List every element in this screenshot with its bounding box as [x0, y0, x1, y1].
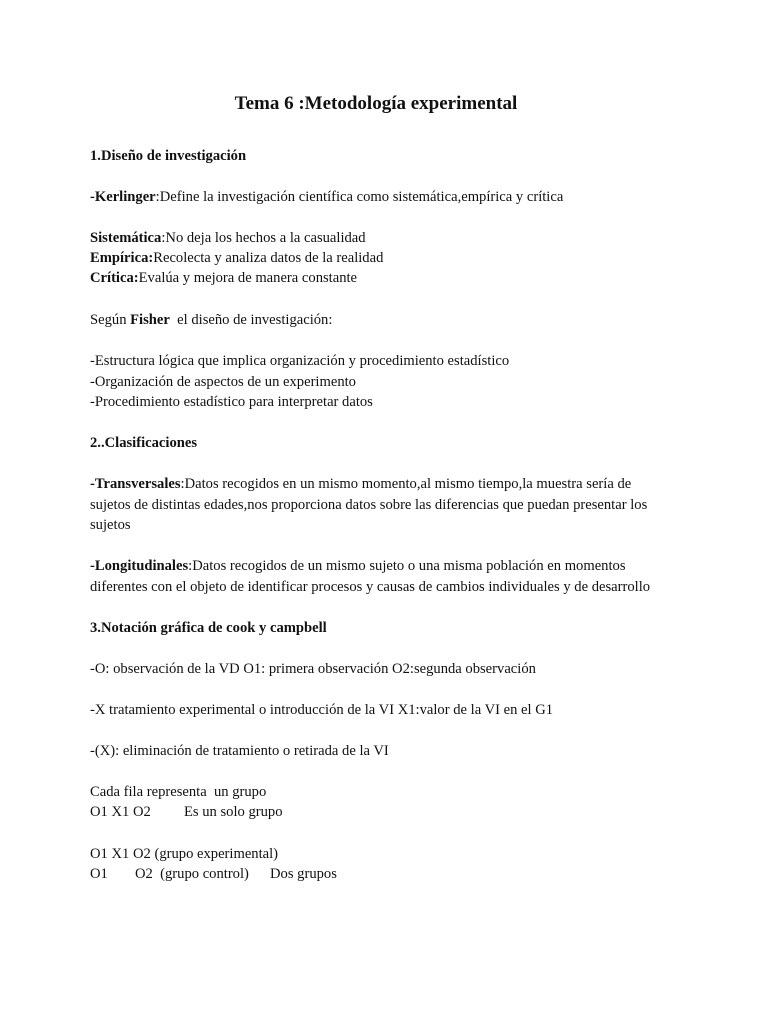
longitudinales-line-2: diferentes con el objeto de identificar procesos y causas de cambios individuales y de desarrollo	[90, 579, 651, 595]
fisher-post: el diseño de investigación:	[169, 312, 333, 328]
critica-text: Evalúa y mejora de manera constante	[138, 270, 358, 286]
control-group-line	[90, 864, 337, 884]
experimental-group-line: O1 X1 O2 (grupo experimental)	[90, 846, 279, 862]
sistematica-line	[90, 228, 366, 248]
kerlinger-dash: -	[90, 189, 95, 205]
page-title: Tema 6 :Metodología experimental	[234, 93, 518, 114]
o-notation-line: -O: observación de la VD O1: primera observación O2:segunda observación	[90, 661, 536, 677]
single-group-desc: Es un solo grupo	[184, 804, 283, 820]
transversales-line-1	[90, 474, 631, 494]
section-3-heading: 3.Notación gráfica de cook y campbell	[90, 620, 327, 636]
kerlinger-line	[90, 187, 563, 207]
fisher-line	[90, 310, 332, 330]
list-item: -Organización de aspectos de un experimento	[90, 374, 356, 390]
fisher-pre: Según	[90, 312, 131, 328]
control-group-notation: O2 (grupo control)	[135, 866, 249, 882]
sistematica-term: Sistemática	[90, 230, 162, 246]
section-2-heading: 2..Clasificaciones	[90, 435, 198, 451]
x-removal-line: -(X): eliminación de tratamiento o retirada de la VI	[90, 743, 389, 759]
list-item: -Estructura lógica que implica organización y procedimiento estadístico	[90, 353, 510, 369]
x-notation-line: -X tratamiento experimental o introducción de la VI X1:valor de la VI en el G1	[90, 702, 554, 718]
fila-line: Cada fila representa un grupo	[90, 784, 267, 800]
single-group-notation: O1 X1 O2	[90, 804, 151, 820]
longitudinales-dash: -	[90, 558, 95, 574]
transversales-line-2: sujetos de distintas edades,nos proporciona datos sobre las diferencias que puedan presentar los	[90, 497, 648, 513]
transversales-term: Transversales	[94, 476, 181, 492]
fisher-name: Fisher	[130, 312, 170, 328]
single-group-line	[90, 802, 283, 822]
sistematica-text: :No deja los hechos a la casualidad	[161, 230, 366, 246]
transversales-dash: -	[90, 476, 95, 492]
longitudinales-term: Longitudinales	[94, 558, 189, 574]
longitudinales-line-1	[90, 556, 626, 576]
empirica-text: Recolecta y analiza datos de la realidad	[153, 250, 384, 266]
kerlinger-name: Kerlinger	[94, 189, 156, 205]
transversales-line-3: sujetos	[90, 517, 131, 533]
critica-line	[90, 268, 357, 288]
kerlinger-text: :Define la investigación científica como sistemática,empírica y crítica	[155, 189, 564, 205]
longitudinales-text-1: :Datos recogidos de un mismo sujeto o una misma población en momentos	[188, 558, 626, 574]
two-groups-desc: Dos grupos	[270, 866, 337, 882]
list-item: -Procedimiento estadístico para interpretar datos	[90, 394, 373, 410]
critica-term: Crítica:	[90, 270, 139, 286]
section-1-heading: 1.Diseño de investigación	[90, 148, 247, 164]
transversales-text-1: :Datos recogidos en un mismo momento,al mismo tiempo,la muestra sería de	[180, 476, 632, 492]
empirica-line	[90, 248, 383, 268]
control-group-o1: O1	[90, 866, 108, 882]
empirica-term: Empírica:	[90, 250, 154, 266]
